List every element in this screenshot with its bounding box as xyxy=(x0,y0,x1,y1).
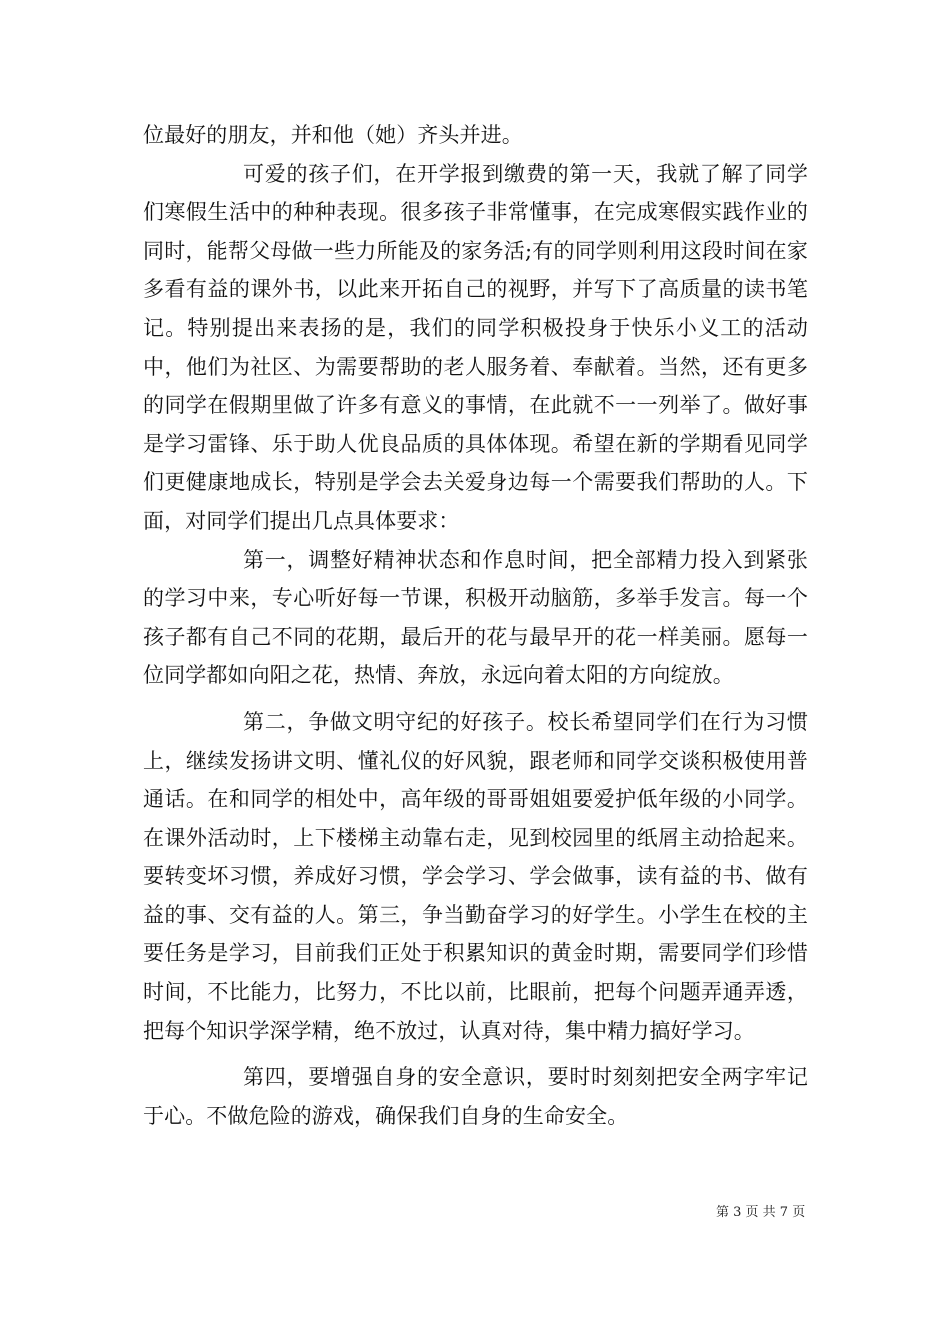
paragraph-first-requirement: 第一，调整好精神状态和作息时间，把全部精力投入到紧张的学习中来，专心听好每一节课，积极开动脑筋，多举手发言。每一个孩子都有自己不同的花期，最后开的花与最早开的花一样美丽。愿每一位同学都如向阳之花，热情、奔放，永远向着太阳的方向绽放。 xyxy=(143,547,808,688)
paragraph-fourth-requirement: 第四，要增强自身的安全意识，要时时刻刻把安全两字牢记于心。不做危险的游戏，确保我们自身的生命安全。 xyxy=(143,1065,808,1128)
paragraph-continuation: 位最好的朋友，并和他（她）齐头并进。 xyxy=(143,123,523,147)
page-number-footer: 第 3 页 共 7 页 xyxy=(716,1205,806,1220)
document-body xyxy=(143,116,808,1135)
paragraph-winter-break: 可爱的孩子们，在开学报到缴费的第一天，我就了解了同学们寒假生活中的种种表现。很多孩子非常懂事，在完成寒假实践作业的同时，能帮父母做一些力所能及的家务活;有的同学则利用这段时间在家多看有益的课外书，以此来开拓自己的视野，并写下了高质量的读书笔记。特别提出来表扬的是，我们的同学积极投身于快乐小义工的活动中，他们为社区、为需要帮助的老人服务着、奉献着。当然，还有更多的同学在假期里做了许多有意义的事情，在此就不一一列举了。做好事是学习雷锋、乐于助人优良品质的具体体现。希望在新的学期看见同学们更健康地成长，特别是学会去关爱身边每一个需要我们帮助的人。下面，对同学们提出几点具体要求： xyxy=(143,161,808,533)
paragraph-second-requirement: 第二，争做文明守纪的好孩子。校长希望同学们在行为习惯上，继续发扬讲文明、懂礼仪的好风貌，跟老师和同学交谈积极使用普通话。在和同学的相处中，高年级的哥哥姐姐要爱护低年级的小同学。在课外活动时，上下楼梯主动靠右走，见到校园里的纸屑主动拾起来。要转变坏习惯，养成好习惯，学会学习、学会做事，读有益的书、做有益的事、交有益的人。第三，争当勤奋学习的好学生。小学生在校的主要任务是学习，目前我们正处于积累知识的黄金时期，需要同学们珍惜时间，不比能力，比努力，不比以前，比眼前，把每个问题弄通弄透，把每个知识学深学精，绝不放过，认真对待，集中精力搞好学习。 xyxy=(143,709,808,1043)
